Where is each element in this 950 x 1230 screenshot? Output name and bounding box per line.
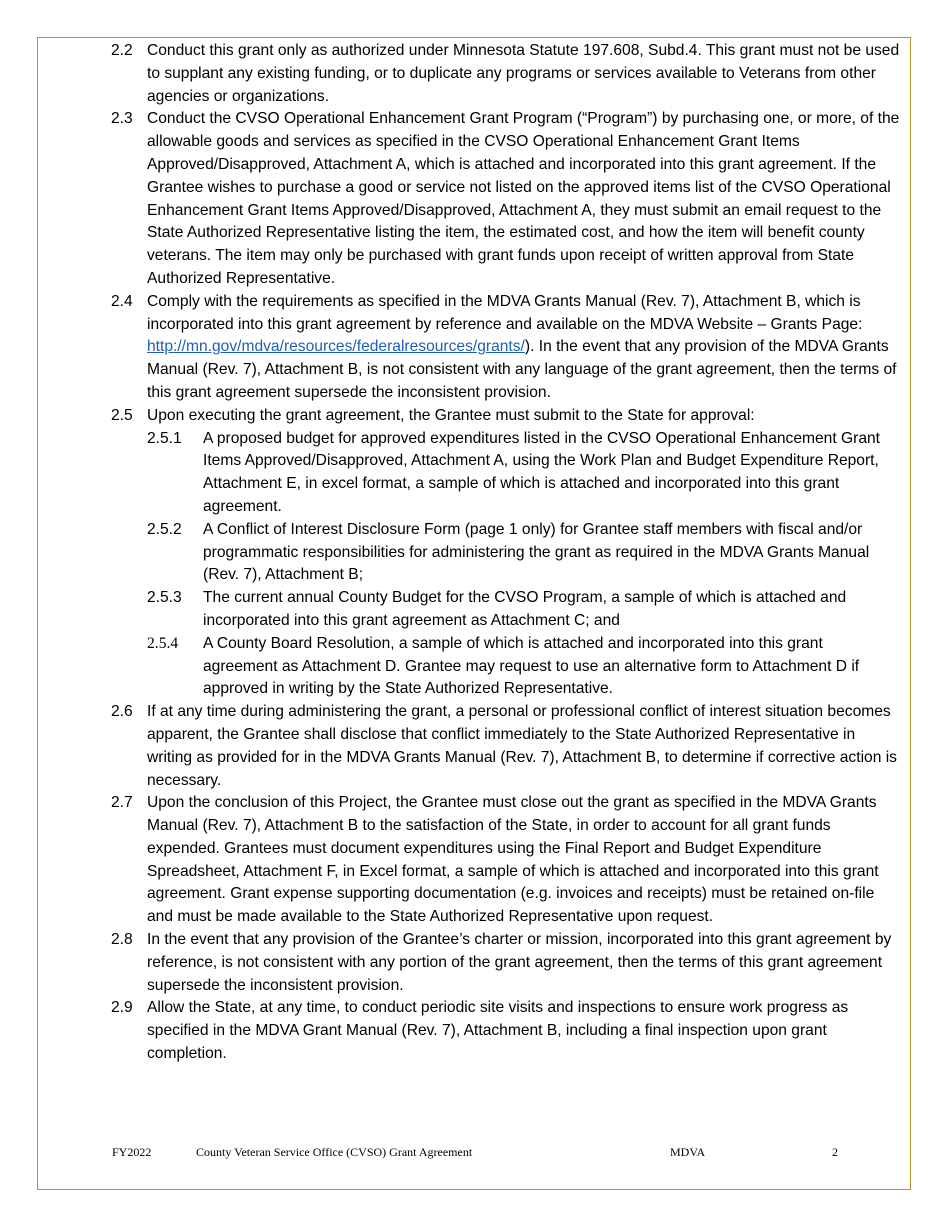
clause-2-4	[111, 291, 901, 405]
clause-text: If at any time during administering the grant, a personal or professional conflict of interest situation becomes apparent, the Grantee shall disclose that conflict immediately to the State Authorized Representative in writing as provided for in the MDVA Grants Manual (Rev. 7), Attachment B, to determine if corrective action is necessary.	[147, 703, 897, 789]
clause-2-7	[111, 792, 901, 929]
clause-number: 2.9	[111, 999, 133, 1017]
subclause-number: 2.5.1	[147, 429, 182, 447]
subclause-2-5-4	[147, 633, 901, 701]
clause-text: In the event that any provision of the Grantee’s charter or mission, incorporated into this grant agreement by reference, is not consistent with any portion of the grant agreement, then the terms of this grant agreement supersede the inconsistent provision.	[147, 931, 892, 994]
clause-2-3	[111, 108, 901, 290]
clause-text	[147, 291, 901, 405]
subclause-text: A proposed budget for approved expenditures listed in the CVSO Operational Enhancement Grant Items Approved/Disapproved, Attachment A, using the Work Plan and Budget Expenditure Report, Attachment E, in excel format, a sample of which is attached and incorporated into this grant agreement.	[203, 429, 881, 515]
grants-page-link[interactable]: http://mn.gov/mdva/resources/federalresources/grants/	[147, 338, 525, 356]
subclause-number: 2.5.2	[147, 520, 182, 538]
footer-fiscal-year: FY2022	[112, 1145, 152, 1159]
subclause-text: A County Board Resolution, a sample of which is attached and incorporated into this grant agreement as Attachment D. Grantee may request to use an alternative form to Attachment D if approved in writing by the State Authorized Representative.	[203, 634, 860, 698]
subclause-2-5-2	[147, 519, 901, 587]
page-footer	[112, 1145, 872, 1161]
subclause-text: A Conflict of Interest Disclosure Form (page 1 only) for Grantee staff members with fiscal and/or programmatic responsibilities for administering the grant as required in the MDVA Grants Manual (Rev. 7), Attachment B;	[203, 520, 870, 584]
clause-text-before-link: Comply with the requirements as specified in the MDVA Grants Manual (Rev. 7), Attachment B, which is incorporated into this grant agreement by reference and available on the MDVA Website – Grants Page:	[147, 292, 863, 333]
clause-text: Conduct this grant only as authorized under Minnesota Statute 197.608, Subd.4. This grant must not be used to supplant any existing funding, or to duplicate any programs or services available to Veterans from other agencies or organizations.	[147, 42, 900, 105]
document-body	[111, 40, 901, 1066]
clause-text-after-link: ). In the event that any provision of the MDVA Grants Manual (Rev. 7), Attachment B, is not consistent with any language of the grant agreement, then the terms of this grant agreement supersede the inconsistent provision.	[147, 338, 897, 401]
subclause-text: The current annual County Budget for the CVSO Program, a sample of which is attached and incorporated into this grant agreement as Attachment C; and	[203, 589, 847, 629]
footer-page-number: 2	[832, 1145, 838, 1159]
clause-number: 2.7	[111, 794, 133, 812]
clause-2-5	[111, 405, 901, 701]
clause-number: 2.8	[111, 931, 133, 949]
clause-text: Allow the State, at any time, to conduct periodic site visits and inspections to ensure work progress as specified in the MDVA Grant Manual (Rev. 7), Attachment B, including a final inspection upon grant completion.	[147, 999, 849, 1063]
footer-agency: MDVA	[670, 1145, 706, 1159]
clause-number: 2.3	[111, 110, 133, 128]
subclause-2-5-3	[147, 587, 901, 633]
clause-number: 2.6	[111, 703, 133, 721]
subclause-2-5-1	[147, 428, 901, 519]
clause-text: Conduct the CVSO Operational Enhancement Grant Program (“Program”) by purchasing one, or more, of the allowable goods and services as specified in the CVSO Operational Enhancement Grant Items Approved/Disapproved, Attachment A, which is attached and incorporated into this grant agreement. If the Grantee wishes to purchase a good or service not listed on the approved items list of the CVSO Operational Enhancement Grant Items Approved/Disapproved, Attachment A, they must submit an email request to the State Authorized Representative listing the item, the estimated cost, and how the item will benefit county veterans. The item may only be purchased with grant funds upon receipt of written approval from State Authorized Representative.	[147, 110, 900, 287]
clause-number: 2.4	[111, 292, 133, 310]
clause-2-8	[111, 929, 901, 997]
footer-document-title: County Veteran Service Office (CVSO) Grant Agreement	[196, 1145, 473, 1159]
clause-2-6	[111, 701, 901, 792]
clause-text: Upon executing the grant agreement, the Grantee must submit to the State for approval:	[147, 406, 755, 424]
clause-text: Upon the conclusion of this Project, the Grantee must close out the grant as specified in the MDVA Grants Manual (Rev. 7), Attachment B to the satisfaction of the State, in order to account for all grant funds expended. Grantees must document expenditures using the Final Report and Budget Expenditure Spreadsheet, Attachment F, in Excel format, a sample of which is attached and incorporated into this grant agreement. Grant expense supporting documentation (e.g. invoices and receipts) must be retained on-file and must be made available to the State Authorized Representative upon request.	[147, 794, 879, 926]
subclause-number: 2.5.4	[147, 634, 179, 652]
clause-number: 2.5	[111, 406, 133, 424]
subclause-number: 2.5.3	[147, 589, 182, 607]
clause-2-9	[111, 997, 901, 1065]
clause-number: 2.2	[111, 42, 133, 59]
clause-2-2	[111, 40, 901, 108]
